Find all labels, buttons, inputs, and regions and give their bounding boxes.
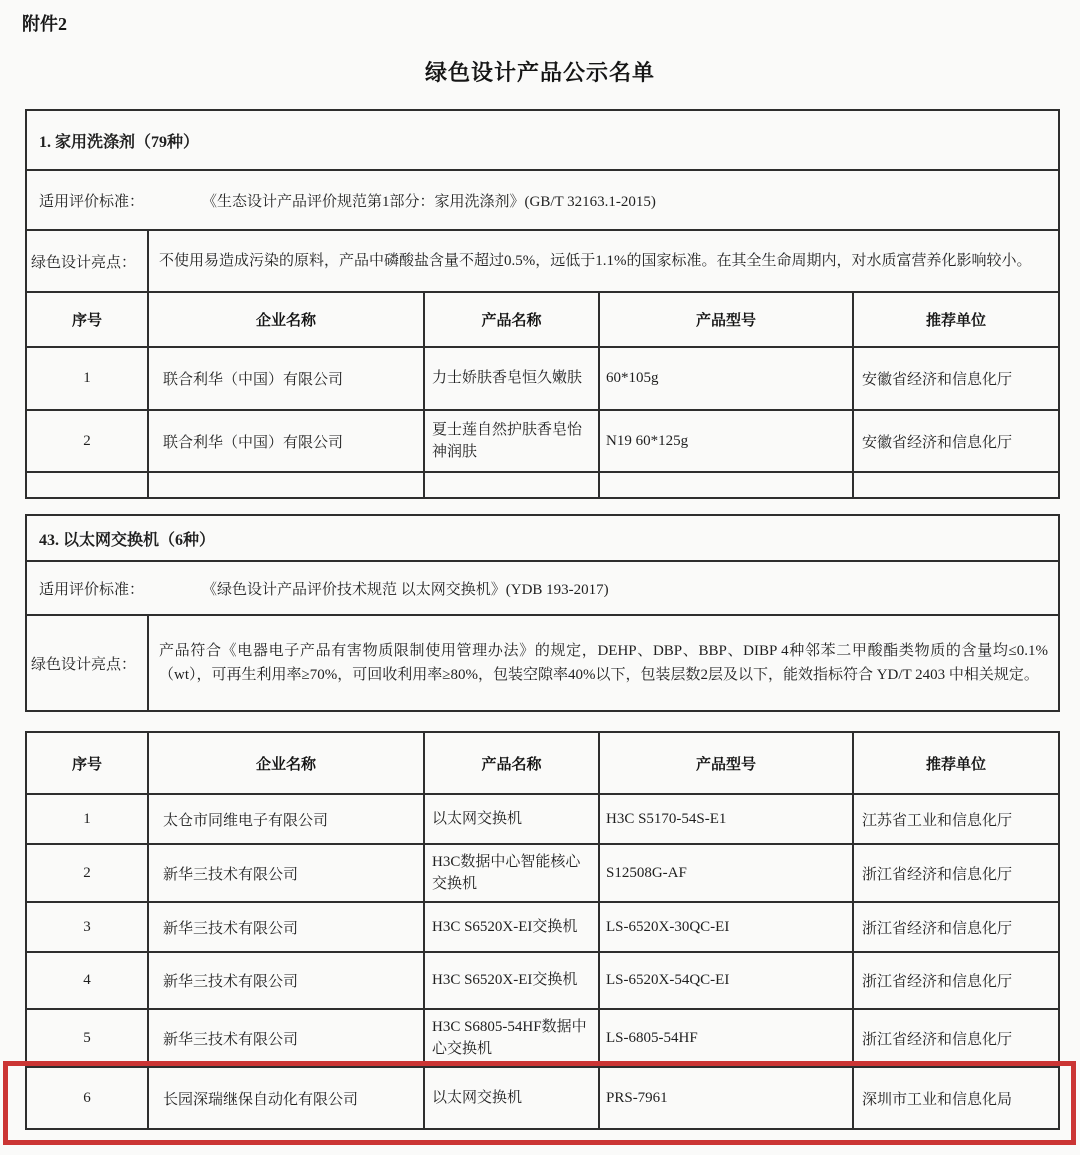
column-header: 企业名称 [148,292,424,347]
table-cell: H3C S6520X-EI交换机 [424,902,599,952]
section-ethernet-info-table [25,514,1060,712]
column-header: 产品名称 [424,732,599,794]
truncated-row [26,472,1059,498]
standard-cell [26,170,1059,230]
table-cell: 联合利华（中国）有限公司 [148,347,424,410]
table-header-row [26,732,1059,794]
table-row [26,902,1059,952]
page-title: 绿色设计产品公示名单 [424,60,655,85]
column-header: 序号 [26,292,148,347]
table-cell: 1 [26,347,148,410]
table-cell: 2 [26,844,148,902]
table-row [26,170,1059,230]
table-cell: 6 [26,1067,148,1129]
table-cell: 以太网交换机 [424,794,599,844]
table-cell: 新华三技术有限公司 [148,952,424,1009]
table-cell: LS-6520X-54QC-EI [599,952,853,1009]
table-cell: 江苏省工业和信息化厅 [853,794,1059,844]
table-row [26,410,1059,472]
table-cell: 4 [26,952,148,1009]
table-cell: 浙江省经济和信息化厅 [853,844,1059,902]
highlight-label: 绿色设计亮点： [26,230,148,292]
table-row [26,561,1059,615]
table-row [26,615,1059,711]
table-row [26,110,1059,170]
table-cell: 2 [26,410,148,472]
column-header: 产品型号 [599,732,853,794]
table-row [26,794,1059,844]
table-row [26,952,1059,1009]
table-cell: 联合利华（中国）有限公司 [148,410,424,472]
table-cell: 以太网交换机 [424,1067,599,1129]
section-ethernet-products-table [25,731,1060,1130]
table-cell: 长园深瑞继保自动化有限公司 [148,1067,424,1129]
section-heading: 1. 家用洗涤剂（79种） [26,110,1059,170]
table-cell: H3C S5170-54S-E1 [599,794,853,844]
table-cell: 5 [26,1009,148,1067]
table-row-highlighted [26,1067,1059,1129]
table-row [26,1009,1059,1067]
table-cell: 夏士莲自然护肤香皂怡神润肤 [424,410,599,472]
table-cell: 安徽省经济和信息化厅 [853,410,1059,472]
table-cell: N19 60*125g [599,410,853,472]
table-cell: 新华三技术有限公司 [148,902,424,952]
section-household-table [25,109,1060,499]
table-cell: 新华三技术有限公司 [148,1009,424,1067]
table-cell: 深圳市工业和信息化局 [853,1067,1059,1129]
section-heading: 43. 以太网交换机（6种） [26,515,1059,561]
table-cell: H3C S6520X-EI交换机 [424,952,599,1009]
standard-label: 适用评价标准： [39,193,145,210]
table-cell: 浙江省经济和信息化厅 [853,952,1059,1009]
table-cell: 安徽省经济和信息化厅 [853,347,1059,410]
standard-cell [26,561,1059,615]
column-header: 企业名称 [148,732,424,794]
column-header: 推荐单位 [853,732,1059,794]
highlight-text: 产品符合《电器电子产品有害物质限制使用管理办法》的规定，DEHP、DBP、BBP、DIBP 4种邻苯二甲酸酯类物质的含量均≤0.1%（wt），可再生利用率≥70%，可回收利用率≥80%，包装空隙率40%以下，包装层数2层及以下，能效指标符合 YD/T 2403 中相关规定。 [148,615,1059,711]
column-header: 产品型号 [599,292,853,347]
table-cell: S12508G-AF [599,844,853,902]
table-cell: LS-6520X-30QC-EI [599,902,853,952]
table-row [26,844,1059,902]
table-row [26,347,1059,410]
highlight-label: 绿色设计亮点： [26,615,148,711]
table-cell: PRS-7961 [599,1067,853,1129]
table-cell: 浙江省经济和信息化厅 [853,1009,1059,1067]
table-header-row [26,292,1059,347]
column-header: 序号 [26,732,148,794]
table-row [26,230,1059,292]
table-cell: 太仓市同维电子有限公司 [148,794,424,844]
products-table-wrap [0,731,1080,1130]
column-header: 产品名称 [424,292,599,347]
table-cell: 60*105g [599,347,853,410]
table-row [26,515,1059,561]
table-cell: H3C S6805-54HF数据中心交换机 [424,1009,599,1067]
table-cell: 浙江省经济和信息化厅 [853,902,1059,952]
standard-label: 适用评价标准： [39,581,145,598]
highlight-text: 不使用易造成污染的原料，产品中磷酸盐含量不超过0.5%，远低于1.1%的国家标准。在其全生命周期内，对水质富营养化影响较小。 [148,230,1059,292]
standard-text: 《绿色设计产品评价技术规范 以太网交换机》(YDB 193-2017) [202,581,609,598]
table-cell: LS-6805-54HF [599,1009,853,1067]
attachment-label: 附件2 [22,14,67,34]
table-cell: 3 [26,902,148,952]
table-cell: 力士娇肤香皂恒久嫩肤 [424,347,599,410]
table-cell: 新华三技术有限公司 [148,844,424,902]
standard-text: 《生态设计产品评价规范第1部分：家用洗涤剂》(GB/T 32163.1-2015) [202,193,656,210]
table-cell: 1 [26,794,148,844]
table-cell: H3C数据中心智能核心交换机 [424,844,599,902]
column-header: 推荐单位 [853,292,1059,347]
